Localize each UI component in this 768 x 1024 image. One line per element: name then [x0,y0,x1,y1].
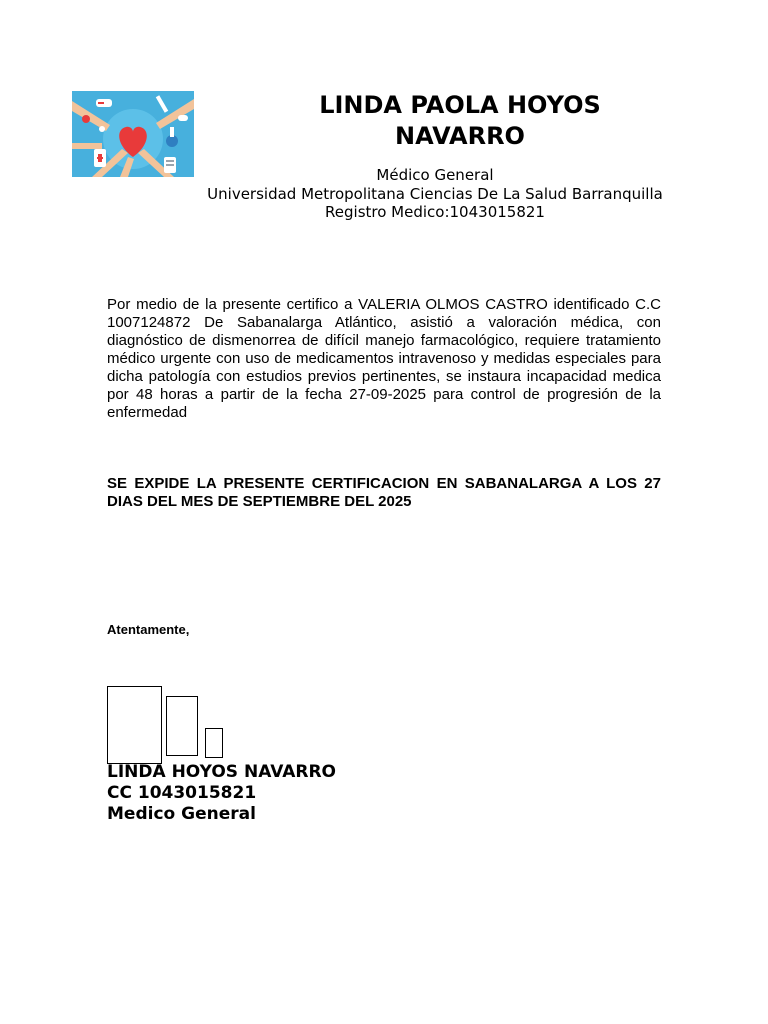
medical-logo-image [72,91,194,177]
medical-hands-heart-icon [72,91,194,177]
doctor-name-line-2: NAVARRO [395,122,525,150]
signer-title: Medico General [107,804,256,824]
medical-registry: Registro Medico:1043015821 [325,203,545,221]
signature-box [107,686,162,764]
certificate-body-text: Por medio de la presente certifico a VALERIA OLMOS CASTRO identificado C.C 1007124872 De Sabanalarga Atlántico, asistió a valoración médica, con diagnóstico de dismenorrea de difícil manejo farmacológico, requiere tratamiento médico urgente con uso de medicamentos intravenoso y medidas especiales para dicha patología con estudios previos pertinentes, se instaura incapacidad medica por 48 horas a partir de la fecha 27-09-2025 para control de progresión de la enfermedad [107,296,661,421]
doctor-name-line-1: LINDA PAOLA HOYOS [319,91,601,119]
signature-box [205,728,223,758]
doctor-name-heading [260,90,660,152]
university-name: Universidad Metropolitana Ciencias De La Salud Barranquilla [207,184,663,203]
doctor-title: Médico General [376,166,494,184]
signer-name: LINDA HOYOS NAVARRO [107,762,336,782]
signer-id: CC 1043015821 [107,783,257,803]
closing-statement: SE EXPIDE LA PRESENTE CERTIFICACION EN SABANALARGA A LOS 27 DIAS DEL MES DE SEPTIEMBRE DEL 2025 [107,475,661,510]
doctor-credentials [180,166,690,222]
sign-off: Atentamente, [107,622,190,637]
signer-block [107,762,336,825]
signature-box [166,696,198,756]
